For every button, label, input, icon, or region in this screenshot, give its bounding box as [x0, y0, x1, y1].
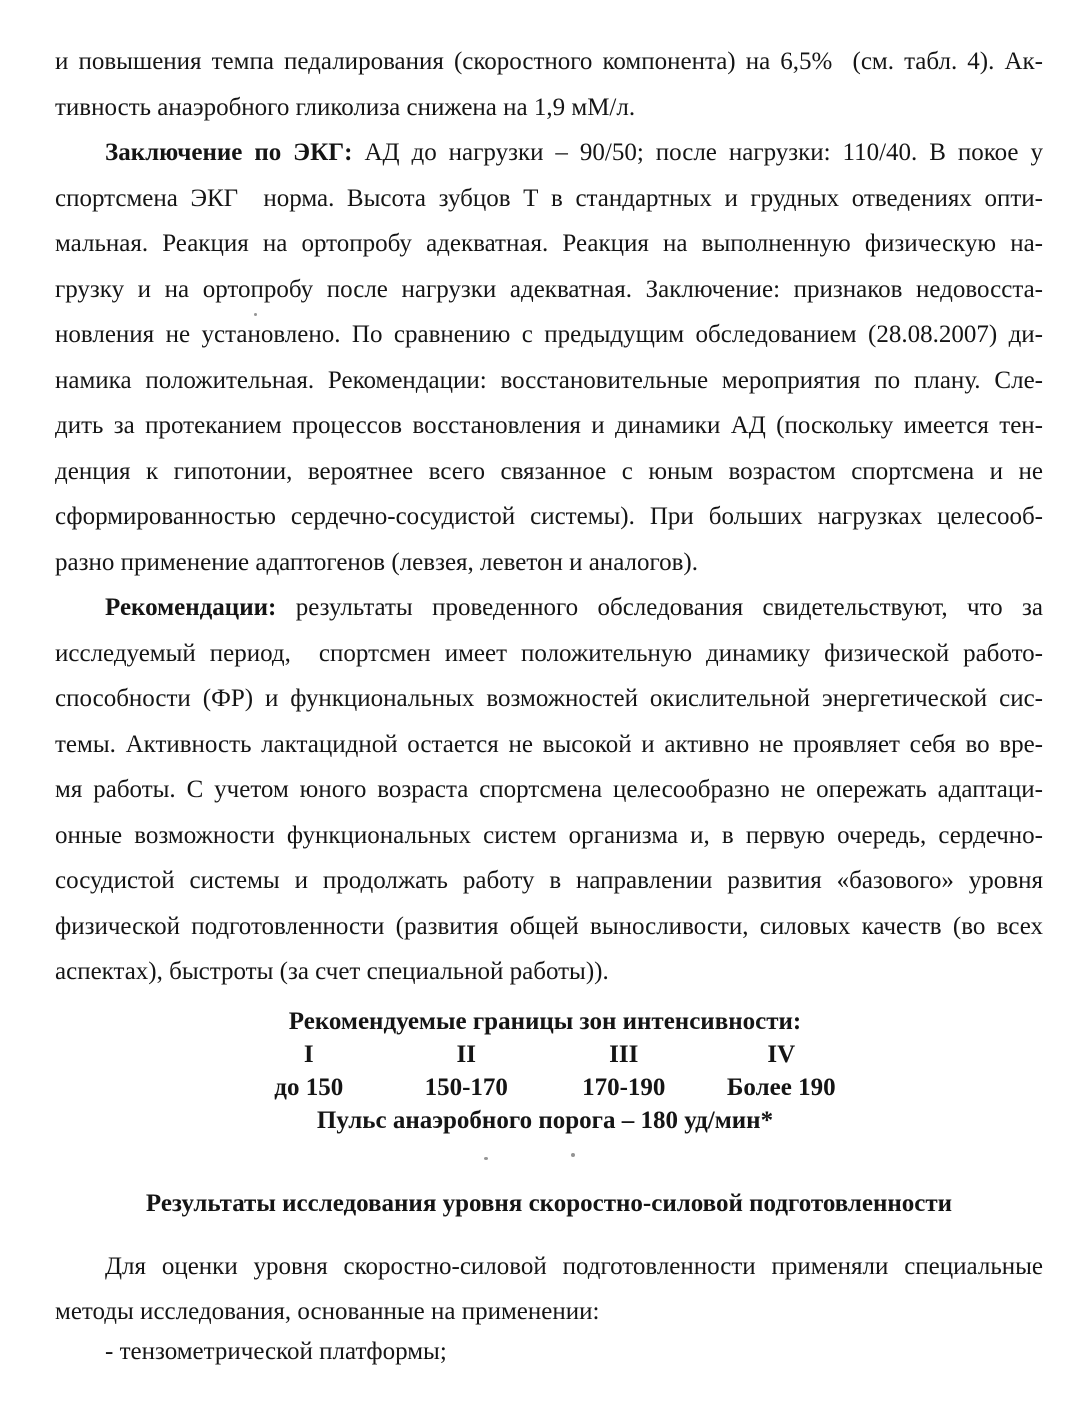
intro-paragraph — [55, 39, 1043, 130]
zone-numeral: I — [303, 1040, 314, 1068]
text-line: методы исследования, основанные на применении: — [55, 1298, 600, 1325]
recommendations-lead: Рекомендации: — [105, 594, 277, 621]
speed-strength-paragraph — [55, 1244, 1043, 1335]
text-line: грузку и на ортопробу после нагрузки адекватная. Заключение: признаков недовосста- — [55, 275, 1043, 303]
anaerobic-threshold-note: Пульс анаэробного порога – 180 уд/мин* — [316, 1106, 774, 1134]
text-line: исследуемый период, спортсмен имеет положительную динамику физической работо- — [55, 639, 1043, 667]
text-line: новления не установлено. По сравнению с предыдущим обследованием (28.08.2007) ди- — [55, 321, 1043, 348]
zone-numeral: II — [456, 1040, 476, 1068]
text-run: результаты проведенного обследования свидетельствуют, что за — [276, 594, 1043, 621]
text-line: тивность анаэробного гликолиза снижена на 1,9 мМ/л. — [55, 93, 636, 121]
section-heading: Результаты исследования уровня скоростно-силовой подготовленности — [145, 1189, 953, 1217]
ecg-conclusion-paragraph — [55, 130, 1043, 585]
zone-range: до 150 — [274, 1073, 344, 1101]
zone-numerals-row — [230, 1038, 860, 1071]
scan-speck — [571, 1153, 575, 1157]
zone-range: 170-190 — [582, 1073, 666, 1101]
zone-range: Более 190 — [726, 1073, 836, 1101]
zone-ranges-row — [230, 1071, 860, 1104]
text-run: АД до нагрузки – 90/50; после нагрузки: 110/40. В покое у — [352, 139, 1043, 166]
text-line: денция к гипотонии, вероятнее всего связанное с юным возрастом спортсмена и не — [55, 457, 1043, 485]
text-line: дить за протеканием процессов восстановления и динамики АД (поскольку имеется тен- — [55, 412, 1043, 439]
text-line — [55, 130, 1043, 176]
text-line: разно применение адаптогенов (левзея, леветон и аналогов). — [55, 548, 698, 576]
zone-numeral: IV — [767, 1040, 796, 1068]
text-line: намика положительная. Рекомендации: восстановительные мероприятия по плану. Сле- — [55, 366, 1043, 394]
text-line: мя работы. С учетом юного возраста спортсмена целесообразно не опережать адаптаци- — [55, 776, 1043, 803]
method-list-item: - тензометрической платформы; — [105, 1337, 447, 1365]
zone-numeral: III — [609, 1040, 639, 1068]
intensity-zones-title: Рекомендуемые границы зон интенсивности: — [288, 1007, 802, 1035]
text-line: и повышения темпа педалирования (скоростного компонента) на 6,5% (см. табл. 4). Ак- — [55, 48, 1043, 75]
text-line: онные возможности функциональных систем организма и, в первую очередь, сердечно- — [55, 821, 1043, 849]
zone-range: 150-170 — [424, 1073, 508, 1101]
text-line: мальная. Реакция на ортопробу адекватная. Реакция на выполненную физическую на- — [55, 230, 1043, 257]
text-line: сосудистой системы и продолжать работу в направлении развития «базового» уровня — [55, 867, 1043, 894]
text-line: Для оценки уровня скоростно-силовой подготовленности применяли специальные — [105, 1252, 1043, 1280]
text-line: физической подготовленности (развития общей выносливости, силовых качеств (во всех — [55, 912, 1043, 940]
text-line: темы. Активность лактацидной остается не высокой и активно не проявляет себя во вре- — [55, 730, 1043, 758]
text-line: сформированностью сердечно-сосудистой системы). При больших нагрузках целесооб- — [55, 503, 1043, 530]
text-line: аспектах), быстроты (за счет специальной работы)). — [55, 958, 609, 985]
recommendations-paragraph — [55, 585, 1043, 995]
scan-speck — [484, 1157, 488, 1160]
ecg-conclusion-lead: Заключение по ЭКГ: — [105, 139, 353, 166]
text-line — [55, 585, 1043, 631]
scan-speck — [254, 313, 257, 316]
intensity-zones-table — [230, 1005, 860, 1137]
text-line: способности (ФР) и функциональных возможностей окислительной энергетической сис- — [55, 685, 1043, 712]
text-line: спортсмена ЭКГ норма. Высота зубцов Т в стандартных и грудных отведениях опти- — [55, 184, 1043, 212]
